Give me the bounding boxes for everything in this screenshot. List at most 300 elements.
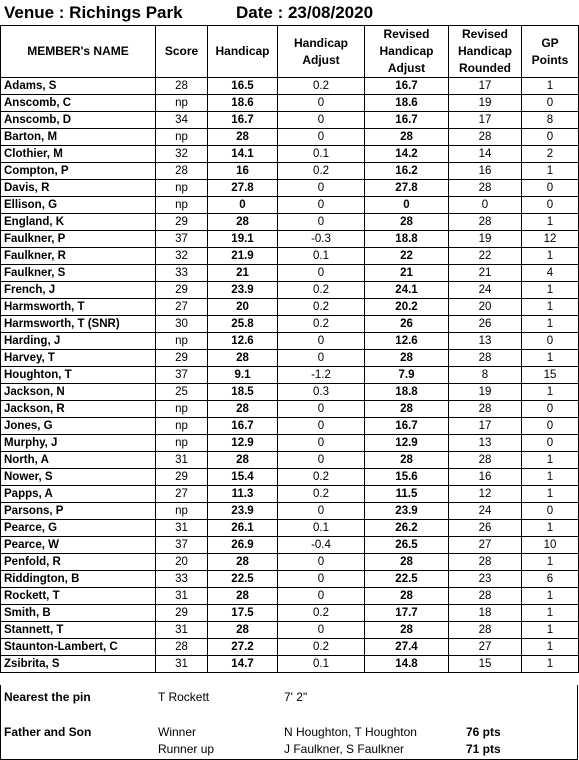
venue-title: Venue : Richings Park [4, 3, 183, 22]
cell-gp-points: 0 [522, 503, 579, 520]
table-row [1, 197, 579, 214]
cell-handicap-adjust: 0 [278, 197, 365, 214]
runnerup-label: Runner up [158, 742, 215, 756]
table-row [1, 231, 579, 248]
cell-handicap: 18.5 [208, 384, 278, 401]
table-row [1, 95, 579, 112]
cell-handicap: 11.3 [208, 486, 278, 503]
cell-score: 29 [156, 350, 208, 367]
cell-handicap-adjust: 0 [278, 112, 365, 129]
cell-revised-handicap-adjust: 7.9 [365, 367, 449, 384]
table-row [1, 384, 579, 401]
table-row [1, 486, 579, 503]
table-row [1, 435, 579, 452]
cell-revised-handicap-rounded: 22 [449, 248, 522, 265]
cell-revised-handicap-rounded: 15 [449, 656, 522, 673]
cell-revised-handicap-adjust: 26.5 [365, 537, 449, 554]
cell-revised-handicap-rounded: 28 [449, 350, 522, 367]
cell-revised-handicap-adjust: 11.5 [365, 486, 449, 503]
cell-score: np [156, 129, 208, 146]
cell-handicap: 16 [208, 163, 278, 180]
cell-gp-points: 2 [522, 146, 579, 163]
table-row [1, 656, 579, 673]
cell-revised-handicap-rounded: 19 [449, 95, 522, 112]
cell-revised-handicap-rounded: 28 [449, 554, 522, 571]
cell-member-name: Parsons, P [1, 503, 156, 520]
cell-gp-points: 1 [522, 316, 579, 333]
cell-handicap: 28 [208, 401, 278, 418]
cell-handicap: 28 [208, 554, 278, 571]
cell-handicap: 28 [208, 622, 278, 639]
cell-revised-handicap-adjust: 18.6 [365, 95, 449, 112]
cell-gp-points: 1 [522, 605, 579, 622]
cell-handicap: 17.5 [208, 605, 278, 622]
cell-score: np [156, 435, 208, 452]
cell-gp-points: 1 [522, 520, 579, 537]
cell-revised-handicap-rounded: 18 [449, 605, 522, 622]
cell-score: 32 [156, 248, 208, 265]
cell-handicap: 22.5 [208, 571, 278, 588]
cell-gp-points: 4 [522, 265, 579, 282]
cell-revised-handicap-adjust: 14.8 [365, 656, 449, 673]
table-row [1, 248, 579, 265]
cell-gp-points: 0 [522, 129, 579, 146]
cell-handicap-adjust: 0 [278, 333, 365, 350]
cell-revised-handicap-adjust: 15.6 [365, 469, 449, 486]
cell-handicap: 28 [208, 452, 278, 469]
cell-gp-points: 0 [522, 401, 579, 418]
table-row [1, 367, 579, 384]
cell-handicap: 16.7 [208, 418, 278, 435]
cell-member-name: French, J [1, 282, 156, 299]
cell-handicap-adjust: 0.2 [278, 78, 365, 95]
cell-member-name: Jackson, R [1, 401, 156, 418]
cell-score: 29 [156, 214, 208, 231]
cell-score: np [156, 333, 208, 350]
cell-gp-points: 1 [522, 452, 579, 469]
cell-score: 30 [156, 316, 208, 333]
cell-gp-points: 1 [522, 656, 579, 673]
cell-member-name: Clothier, M [1, 146, 156, 163]
cell-gp-points: 1 [522, 299, 579, 316]
cell-revised-handicap-adjust: 16.2 [365, 163, 449, 180]
table-row [1, 418, 579, 435]
cell-revised-handicap-adjust: 28 [365, 350, 449, 367]
table-row [1, 350, 579, 367]
cell-revised-handicap-adjust: 28 [365, 588, 449, 605]
cell-handicap: 28 [208, 588, 278, 605]
cell-handicap: 28 [208, 129, 278, 146]
cell-revised-handicap-rounded: 28 [449, 588, 522, 605]
cell-member-name: Stannett, T [1, 622, 156, 639]
cell-member-name: Faulkner, P [1, 231, 156, 248]
cell-handicap: 28 [208, 350, 278, 367]
table-row [1, 316, 579, 333]
cell-revised-handicap-adjust: 12.6 [365, 333, 449, 350]
col-header-handicap-adjust: Handicap Adjust [278, 26, 365, 78]
cell-score: np [156, 180, 208, 197]
table-row [1, 180, 579, 197]
cell-member-name: Pearce, G [1, 520, 156, 537]
cell-gp-points: 1 [522, 214, 579, 231]
cell-revised-handicap-adjust: 22.5 [365, 571, 449, 588]
cell-handicap-adjust: 0.2 [278, 282, 365, 299]
cell-handicap: 14.7 [208, 656, 278, 673]
table-row [1, 469, 579, 486]
cell-gp-points: 0 [522, 180, 579, 197]
cell-handicap-adjust: 0.1 [278, 248, 365, 265]
cell-handicap: 21.9 [208, 248, 278, 265]
cell-score: np [156, 95, 208, 112]
table-row [1, 299, 579, 316]
table-row [1, 588, 579, 605]
runnerup-points: 71 pts [466, 742, 501, 756]
cell-revised-handicap-rounded: 20 [449, 299, 522, 316]
cell-score: 29 [156, 605, 208, 622]
cell-revised-handicap-rounded: 16 [449, 163, 522, 180]
table-row [1, 214, 579, 231]
table-row [1, 163, 579, 180]
table-row [1, 78, 579, 95]
cell-handicap-adjust: 0 [278, 265, 365, 282]
cell-handicap-adjust: 0.2 [278, 299, 365, 316]
col-header-gp-points: GP Points [522, 26, 579, 78]
cell-score: 28 [156, 78, 208, 95]
cell-handicap: 23.9 [208, 503, 278, 520]
cell-member-name: Ellison, G [1, 197, 156, 214]
col-header-handicap: Handicap [208, 26, 278, 78]
cell-revised-handicap-rounded: 0 [449, 197, 522, 214]
cell-handicap: 15.4 [208, 469, 278, 486]
winner-names: N Houghton, T Houghton [284, 725, 417, 739]
col-header-revised-handicap-adjust: Revised Handicap Adjust [365, 26, 449, 78]
cell-gp-points: 0 [522, 333, 579, 350]
cell-score: 37 [156, 537, 208, 554]
cell-member-name: Harvey, T [1, 350, 156, 367]
cell-revised-handicap-rounded: 27 [449, 639, 522, 656]
cell-revised-handicap-rounded: 28 [449, 452, 522, 469]
cell-handicap: 28 [208, 214, 278, 231]
cell-handicap-adjust: 0 [278, 214, 365, 231]
cell-gp-points: 0 [522, 435, 579, 452]
cell-handicap-adjust: 0.2 [278, 605, 365, 622]
cell-member-name: Zsibrita, S [1, 656, 156, 673]
cell-handicap-adjust: 0.2 [278, 486, 365, 503]
nearest-pin-name: T Rockett [158, 690, 210, 704]
footer-section [0, 685, 578, 759]
cell-revised-handicap-adjust: 16.7 [365, 418, 449, 435]
cell-score: 27 [156, 486, 208, 503]
cell-revised-handicap-adjust: 14.2 [365, 146, 449, 163]
results-table [0, 25, 579, 673]
cell-member-name: Riddington, B [1, 571, 156, 588]
cell-handicap: 9.1 [208, 367, 278, 384]
cell-handicap: 25.8 [208, 316, 278, 333]
cell-gp-points: 0 [522, 95, 579, 112]
table-row [1, 282, 579, 299]
cell-revised-handicap-rounded: 16 [449, 469, 522, 486]
cell-handicap-adjust: 0 [278, 503, 365, 520]
cell-handicap-adjust: 0 [278, 452, 365, 469]
table-row [1, 622, 579, 639]
cell-revised-handicap-rounded: 19 [449, 231, 522, 248]
table-row [1, 112, 579, 129]
cell-handicap: 21 [208, 265, 278, 282]
cell-member-name: Faulkner, R [1, 248, 156, 265]
cell-score: 20 [156, 554, 208, 571]
table-row [1, 401, 579, 418]
cell-handicap-adjust: 0 [278, 95, 365, 112]
cell-revised-handicap-rounded: 14 [449, 146, 522, 163]
cell-gp-points: 0 [522, 418, 579, 435]
cell-member-name: Nower, S [1, 469, 156, 486]
cell-handicap-adjust: 0.1 [278, 146, 365, 163]
cell-handicap-adjust: -0.3 [278, 231, 365, 248]
cell-handicap-adjust: 0 [278, 180, 365, 197]
cell-revised-handicap-rounded: 13 [449, 333, 522, 350]
cell-handicap: 27.8 [208, 180, 278, 197]
cell-gp-points: 8 [522, 112, 579, 129]
cell-revised-handicap-adjust: 20.2 [365, 299, 449, 316]
cell-score: 31 [156, 520, 208, 537]
cell-score: 32 [156, 146, 208, 163]
col-header-revised-handicap-rounded: Revised Handicap Rounded [449, 26, 522, 78]
cell-member-name: Harding, J [1, 333, 156, 350]
cell-handicap-adjust: 0 [278, 435, 365, 452]
cell-revised-handicap-rounded: 13 [449, 435, 522, 452]
cell-handicap-adjust: 0.3 [278, 384, 365, 401]
winner-label: Winner [158, 725, 197, 739]
cell-member-name: Harmsworth, T (SNR) [1, 316, 156, 333]
cell-member-name: Penfold, R [1, 554, 156, 571]
cell-handicap-adjust: -0.4 [278, 537, 365, 554]
cell-revised-handicap-rounded: 19 [449, 384, 522, 401]
cell-score: np [156, 401, 208, 418]
cell-gp-points: 1 [522, 78, 579, 95]
cell-handicap-adjust: 0.2 [278, 469, 365, 486]
cell-revised-handicap-rounded: 24 [449, 282, 522, 299]
nearest-pin-distance: 7' 2" [284, 690, 308, 704]
cell-gp-points: 6 [522, 571, 579, 588]
cell-member-name: Rockett, T [1, 588, 156, 605]
cell-revised-handicap-rounded: 8 [449, 367, 522, 384]
cell-revised-handicap-adjust: 17.7 [365, 605, 449, 622]
cell-revised-handicap-adjust: 26 [365, 316, 449, 333]
cell-member-name: Compton, P [1, 163, 156, 180]
table-body [1, 78, 579, 673]
cell-gp-points: 1 [522, 384, 579, 401]
cell-revised-handicap-adjust: 28 [365, 129, 449, 146]
cell-revised-handicap-rounded: 23 [449, 571, 522, 588]
cell-revised-handicap-rounded: 28 [449, 180, 522, 197]
cell-score: np [156, 503, 208, 520]
cell-handicap: 12.9 [208, 435, 278, 452]
table-header-row [1, 26, 579, 78]
cell-handicap-adjust: -1.2 [278, 367, 365, 384]
cell-handicap-adjust: 0.1 [278, 656, 365, 673]
cell-revised-handicap-rounded: 26 [449, 520, 522, 537]
cell-member-name: Staunton-Lambert, C [1, 639, 156, 656]
cell-handicap-adjust: 0 [278, 588, 365, 605]
cell-member-name: Murphy, J [1, 435, 156, 452]
cell-revised-handicap-adjust: 18.8 [365, 384, 449, 401]
cell-gp-points: 10 [522, 537, 579, 554]
cell-handicap-adjust: 0 [278, 571, 365, 588]
cell-revised-handicap-rounded: 28 [449, 622, 522, 639]
cell-score: 31 [156, 588, 208, 605]
cell-revised-handicap-adjust: 12.9 [365, 435, 449, 452]
cell-revised-handicap-rounded: 17 [449, 78, 522, 95]
cell-gp-points: 0 [522, 197, 579, 214]
cell-score: 25 [156, 384, 208, 401]
cell-revised-handicap-rounded: 17 [449, 418, 522, 435]
cell-handicap-adjust: 0 [278, 350, 365, 367]
cell-gp-points: 1 [522, 588, 579, 605]
cell-revised-handicap-rounded: 24 [449, 503, 522, 520]
cell-member-name: Faulkner, S [1, 265, 156, 282]
cell-handicap: 12.6 [208, 333, 278, 350]
cell-handicap-adjust: 0.1 [278, 520, 365, 537]
winner-points: 76 pts [466, 725, 501, 739]
cell-score: 31 [156, 452, 208, 469]
cell-gp-points: 1 [522, 350, 579, 367]
cell-gp-points: 15 [522, 367, 579, 384]
cell-handicap-adjust: 0.2 [278, 163, 365, 180]
cell-gp-points: 1 [522, 248, 579, 265]
cell-gp-points: 1 [522, 639, 579, 656]
table-row [1, 554, 579, 571]
cell-revised-handicap-rounded: 12 [449, 486, 522, 503]
cell-member-name: North, A [1, 452, 156, 469]
cell-gp-points: 1 [522, 554, 579, 571]
cell-member-name: Barton, M [1, 129, 156, 146]
date-label: Date : 23/08/2020 [236, 3, 374, 22]
cell-revised-handicap-adjust: 0 [365, 197, 449, 214]
cell-gp-points: 1 [522, 622, 579, 639]
table-row [1, 333, 579, 350]
cell-revised-handicap-rounded: 26 [449, 316, 522, 333]
table-row [1, 452, 579, 469]
cell-handicap: 16.5 [208, 78, 278, 95]
table-row [1, 639, 579, 656]
cell-member-name: Adams, S [1, 78, 156, 95]
cell-revised-handicap-adjust: 28 [365, 622, 449, 639]
cell-member-name: Pearce, W [1, 537, 156, 554]
cell-revised-handicap-adjust: 28 [365, 554, 449, 571]
cell-gp-points: 12 [522, 231, 579, 248]
cell-member-name: Papps, A [1, 486, 156, 503]
cell-handicap: 26.1 [208, 520, 278, 537]
cell-member-name: Jones, G [1, 418, 156, 435]
cell-revised-handicap-adjust: 27.8 [365, 180, 449, 197]
cell-handicap: 18.6 [208, 95, 278, 112]
cell-revised-handicap-adjust: 16.7 [365, 78, 449, 95]
cell-gp-points: 1 [522, 469, 579, 486]
cell-member-name: Anscomb, D [1, 112, 156, 129]
table-row [1, 571, 579, 588]
runnerup-names: J Faulkner, S Faulkner [284, 742, 405, 756]
cell-handicap-adjust: 0 [278, 129, 365, 146]
cell-handicap-adjust: 0.2 [278, 639, 365, 656]
cell-handicap: 16.7 [208, 112, 278, 129]
cell-handicap: 20 [208, 299, 278, 316]
cell-handicap: 19.1 [208, 231, 278, 248]
nearest-pin-label: Nearest the pin [4, 690, 91, 704]
cell-revised-handicap-adjust: 23.9 [365, 503, 449, 520]
cell-score: np [156, 197, 208, 214]
venue-header [4, 3, 374, 23]
cell-revised-handicap-adjust: 21 [365, 265, 449, 282]
table-row [1, 605, 579, 622]
cell-gp-points: 1 [522, 163, 579, 180]
cell-revised-handicap-adjust: 22 [365, 248, 449, 265]
table-row [1, 265, 579, 282]
cell-handicap-adjust: 0 [278, 401, 365, 418]
cell-member-name: Smith, B [1, 605, 156, 622]
cell-revised-handicap-adjust: 18.8 [365, 231, 449, 248]
cell-revised-handicap-rounded: 27 [449, 537, 522, 554]
cell-revised-handicap-adjust: 26.2 [365, 520, 449, 537]
cell-handicap-adjust: 0 [278, 554, 365, 571]
table-row [1, 503, 579, 520]
table-row [1, 146, 579, 163]
cell-score: 37 [156, 231, 208, 248]
cell-score: 37 [156, 367, 208, 384]
cell-score: 33 [156, 265, 208, 282]
cell-handicap-adjust: 0.2 [278, 316, 365, 333]
cell-handicap-adjust: 0 [278, 418, 365, 435]
cell-revised-handicap-rounded: 28 [449, 129, 522, 146]
cell-score: 29 [156, 469, 208, 486]
cell-handicap: 26.9 [208, 537, 278, 554]
cell-handicap: 23.9 [208, 282, 278, 299]
table-row [1, 520, 579, 537]
cell-member-name: England, K [1, 214, 156, 231]
cell-revised-handicap-adjust: 28 [365, 452, 449, 469]
col-header-member-name: MEMBER's NAME [1, 26, 156, 78]
cell-score: np [156, 418, 208, 435]
table-row [1, 129, 579, 146]
cell-revised-handicap-rounded: 21 [449, 265, 522, 282]
cell-gp-points: 1 [522, 486, 579, 503]
cell-handicap-adjust: 0 [278, 622, 365, 639]
cell-revised-handicap-rounded: 28 [449, 401, 522, 418]
cell-score: 29 [156, 282, 208, 299]
cell-member-name: Jackson, N [1, 384, 156, 401]
cell-handicap: 14.1 [208, 146, 278, 163]
cell-score: 28 [156, 163, 208, 180]
col-header-score: Score [156, 26, 208, 78]
cell-score: 28 [156, 639, 208, 656]
cell-revised-handicap-adjust: 16.7 [365, 112, 449, 129]
cell-handicap: 0 [208, 197, 278, 214]
father-son-label: Father and Son [4, 725, 92, 739]
cell-member-name: Houghton, T [1, 367, 156, 384]
cell-revised-handicap-adjust: 28 [365, 214, 449, 231]
cell-member-name: Davis, R [1, 180, 156, 197]
cell-revised-handicap-adjust: 28 [365, 401, 449, 418]
cell-member-name: Anscomb, C [1, 95, 156, 112]
table-row [1, 537, 579, 554]
cell-gp-points: 1 [522, 282, 579, 299]
cell-revised-handicap-adjust: 27.4 [365, 639, 449, 656]
cell-score: 31 [156, 622, 208, 639]
cell-score: 33 [156, 571, 208, 588]
cell-score: 34 [156, 112, 208, 129]
cell-revised-handicap-adjust: 24.1 [365, 282, 449, 299]
cell-handicap: 27.2 [208, 639, 278, 656]
cell-score: 27 [156, 299, 208, 316]
